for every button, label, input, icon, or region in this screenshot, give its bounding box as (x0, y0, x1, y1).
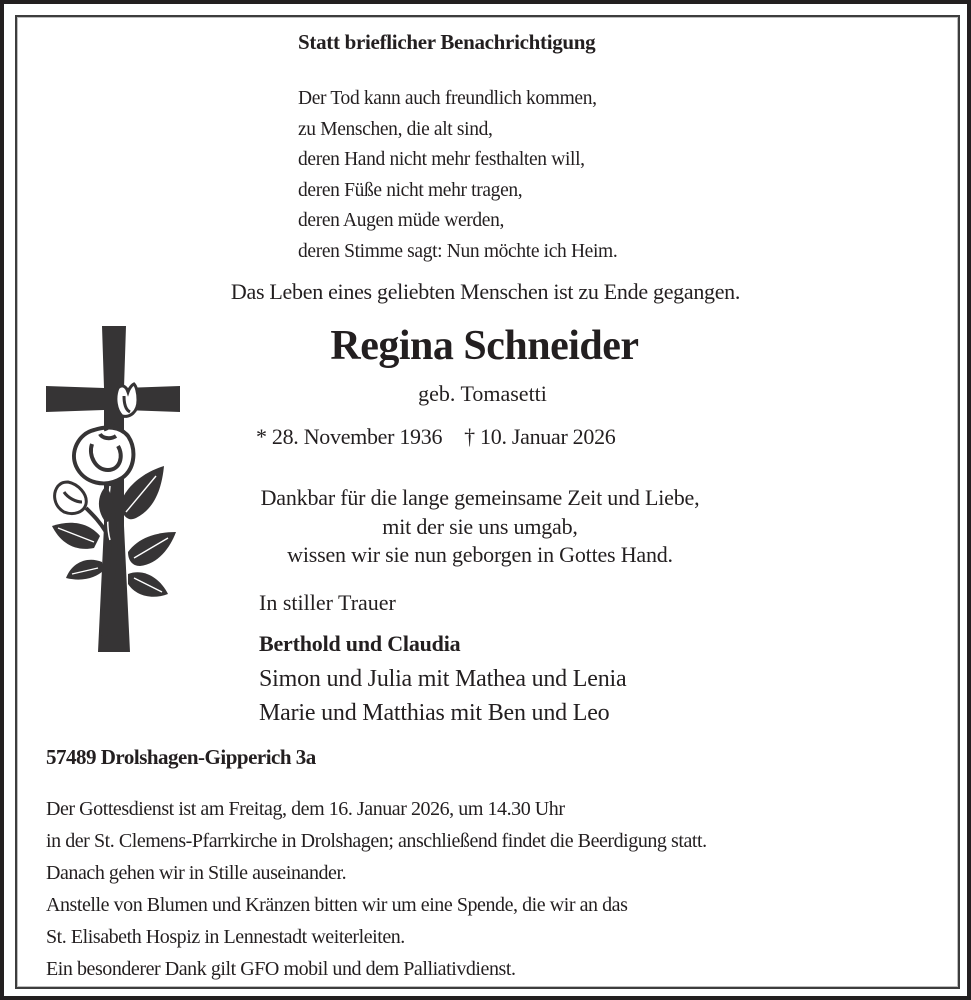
gratitude-line: mit der sie uns umgab, (382, 513, 578, 539)
death-date: † 10. Januar 2026 (464, 424, 616, 449)
cross-with-rose-icon (44, 326, 184, 654)
poem-line: deren Hand nicht mehr festhalten will, (298, 149, 585, 170)
birth-date: * 28. November 1936 (256, 424, 443, 449)
details-line: Ein besonderer Dank gilt GFO mobil und dem Palliativdienst. (46, 958, 516, 980)
family-line: Simon und Julia mit Mathea und Lenia (259, 666, 627, 692)
details-line: Anstelle von Blumen und Kränzen bitten wir um eine Spende, die wir an das (46, 894, 628, 916)
gratitude-text (200, 484, 760, 570)
deceased-name-text: Regina Schneider (330, 323, 639, 369)
details-line: Der Gottesdienst ist am Freitag, dem 16. Januar 2026, um 14.30 Uhr (46, 798, 565, 820)
address: 57489 Drolshagen-Gipperich 3a (46, 745, 316, 769)
poem (298, 84, 617, 267)
service-details (46, 793, 707, 985)
poem-line: deren Füße nicht mehr tragen, (298, 179, 523, 201)
life-dates (256, 424, 615, 450)
maiden-name-text: geb. Tomasetti (418, 381, 547, 406)
mourning-label: In stiller Trauer (259, 590, 396, 615)
details-line: St. Elisabeth Hospiz in Lennestadt weiterleiten. (46, 926, 405, 948)
details-line: Danach gehen wir in Stille auseinander. (46, 862, 347, 884)
poem-line: deren Augen müde werden, (298, 210, 505, 231)
gratitude-line: wissen wir sie nun geborgen in Gottes Hand. (287, 542, 673, 567)
details-line: in der St. Clemens-Pfarrkirche in Drolshagen; anschließend findet die Beerdigung statt. (46, 830, 707, 852)
life-line: Das Leben eines geliebten Menschen ist zu Ende gegangen. (230, 279, 741, 304)
family-line: Marie und Matthias mit Ben und Leo (259, 700, 610, 726)
family-head: Berthold und Claudia (259, 631, 461, 656)
notice-heading: Statt brieflicher Benachrichtigung (298, 30, 596, 54)
poem-line: zu Menschen, die alt sind, (298, 118, 493, 140)
gratitude-line: Dankbar für die lange gemeinsame Zeit und Liebe, (260, 485, 700, 510)
poem-line: Der Tod kann auch freundlich kommen, (298, 88, 597, 109)
poem-line: deren Stimme sagt: Nun möchte ich Heim. (298, 240, 618, 262)
